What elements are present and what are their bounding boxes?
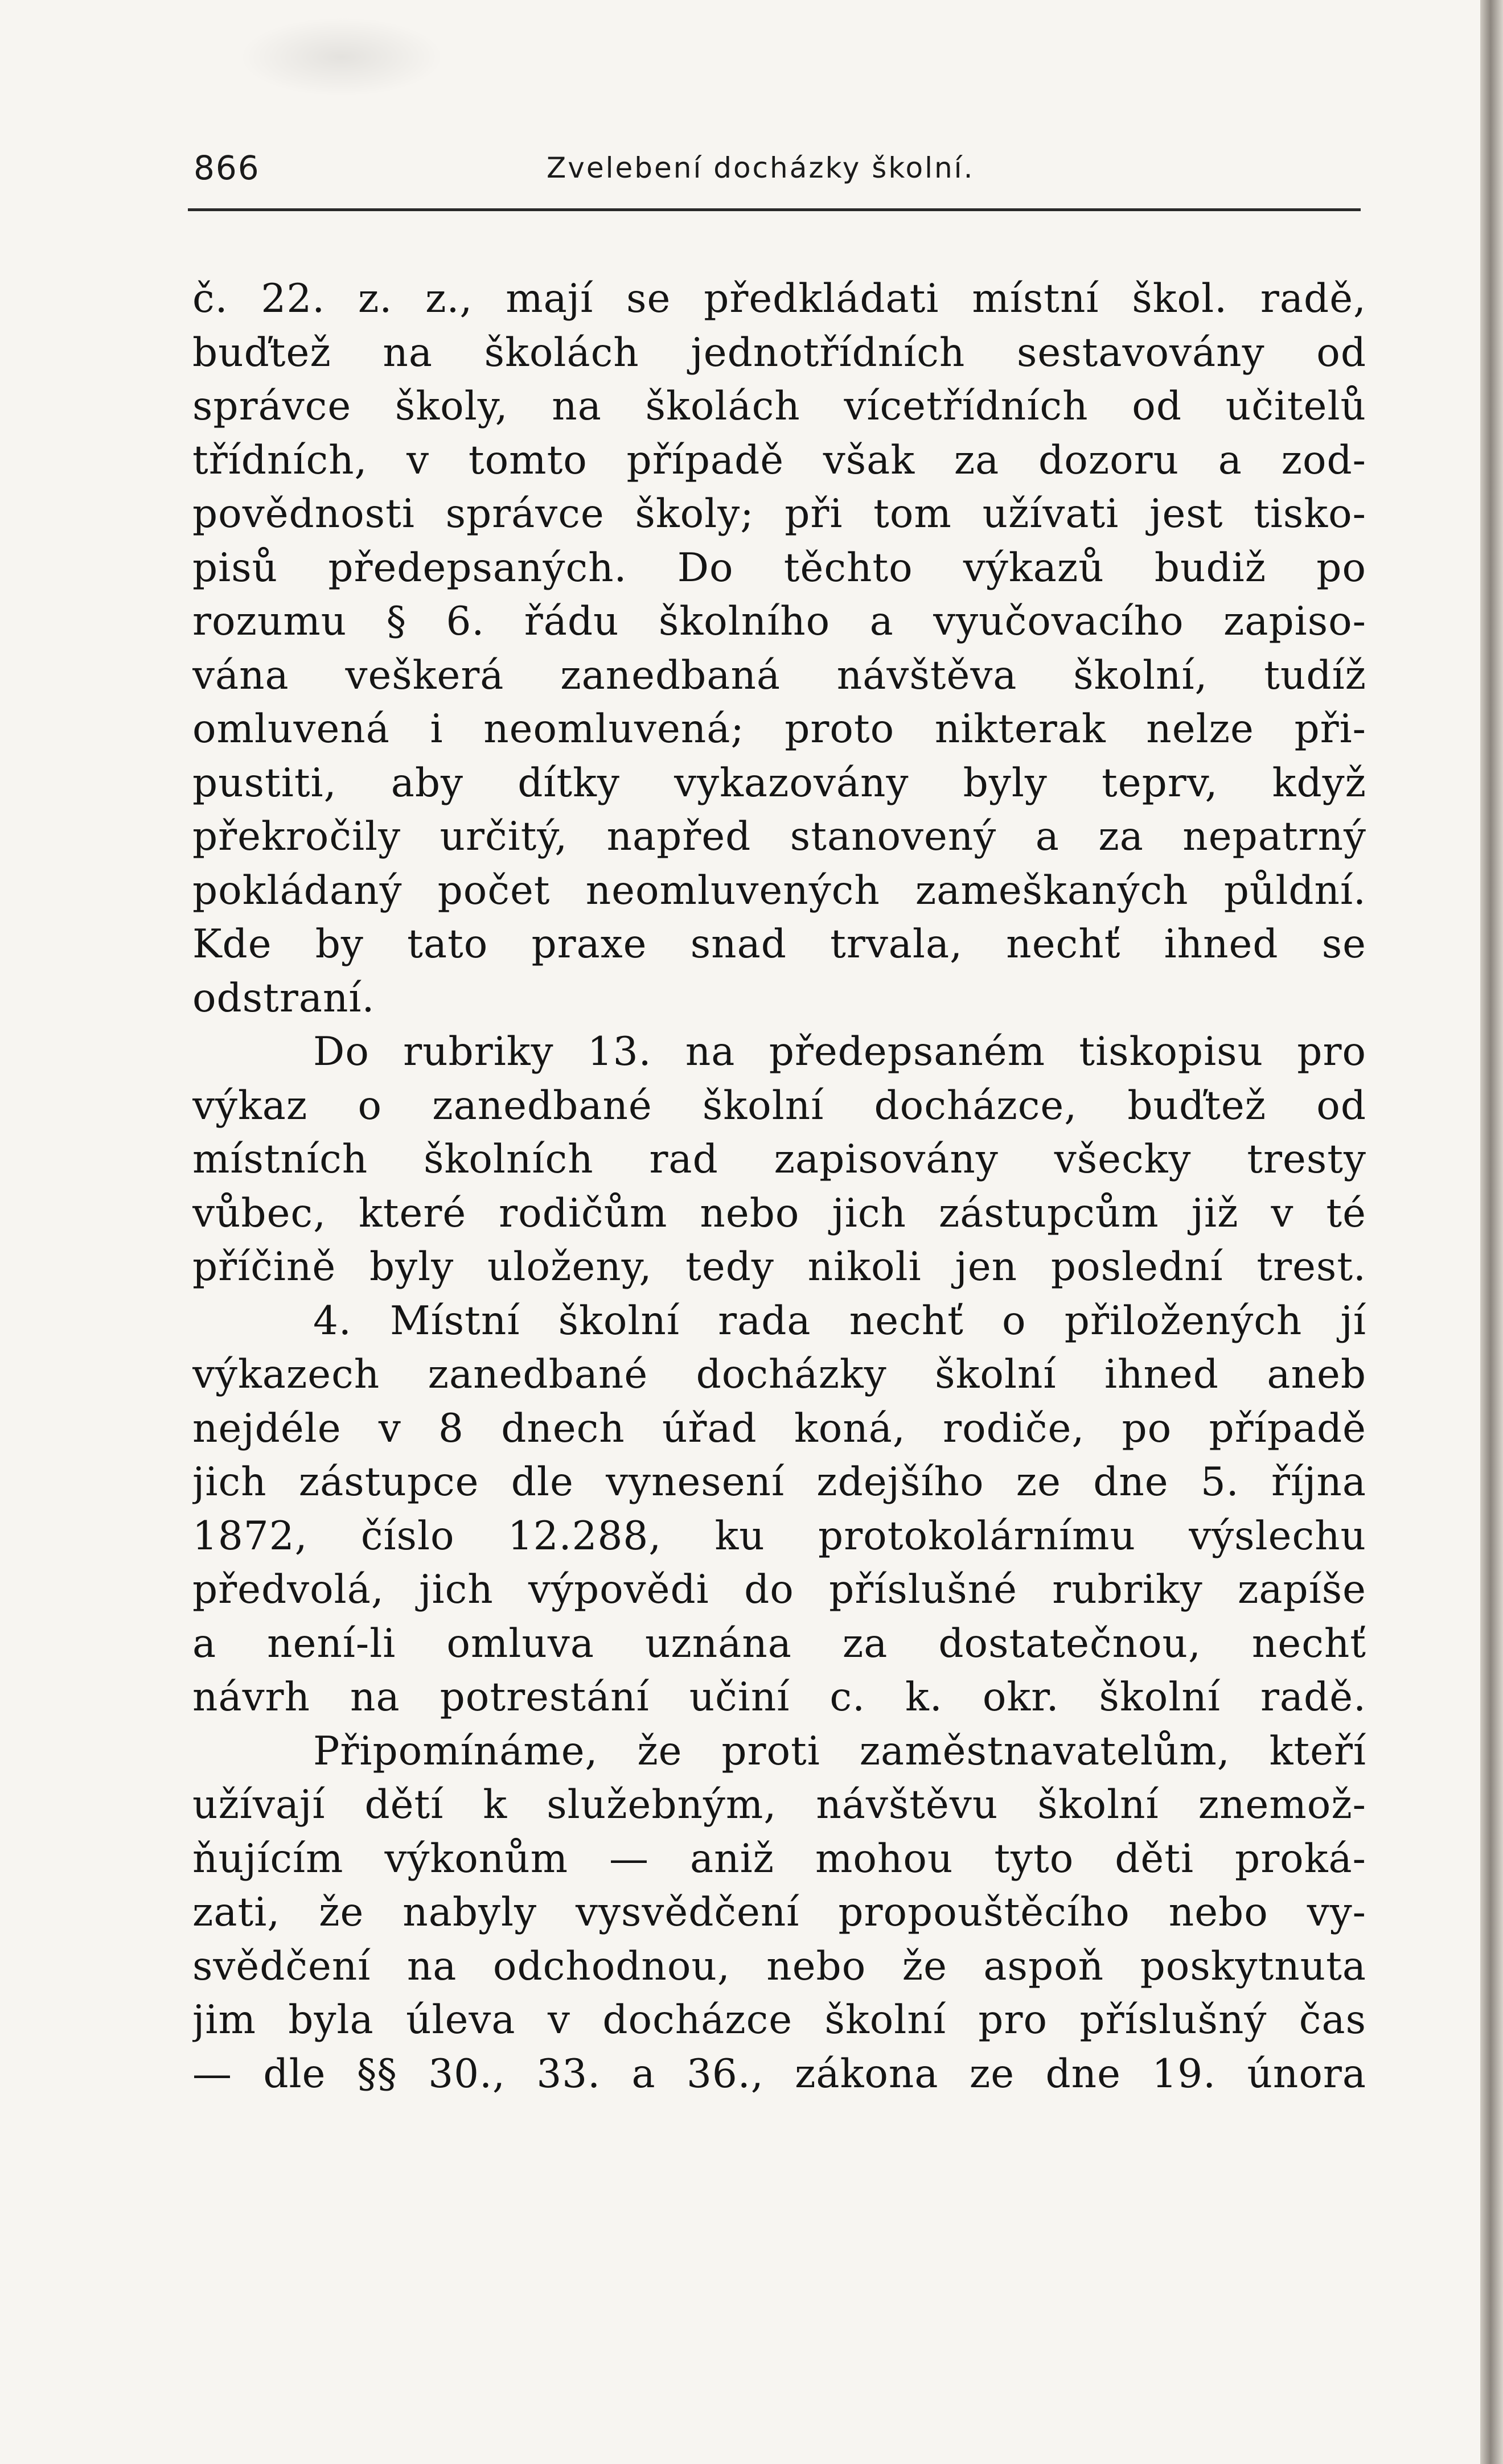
text-line: omluvená i neomluvená; proto nikterak nelze při-: [192, 706, 1366, 752]
text-line: svědčení na odchodnou, nebo že aspoň poskytnuta: [192, 1943, 1366, 1989]
text-line: nejdéle v 8 dnech úřad koná, rodiče, po případě: [192, 1405, 1366, 1451]
page-edge-shadow: [1480, 0, 1503, 2464]
text-line: vána veškerá zanedbaná návštěva školní, tudíž: [192, 652, 1366, 698]
text-line: užívají dětí k služebným, návštěvu školní znemož-: [192, 1782, 1366, 1828]
text-line: předvolá, jich výpovědi do příslušné rubriky zapíše: [192, 1567, 1366, 1612]
body-text: [192, 272, 1366, 2101]
text-line: Připomínáme, že proti zaměstnavatelům, kteří: [313, 1728, 1366, 1774]
running-title: Zvelebení docházky školní.: [547, 151, 975, 184]
text-line: zati, že nabyly vysvědčení propouštěcího nebo vy-: [192, 1890, 1366, 1935]
text-line: pokládaný počet neomluvených zameškaných půldní.: [192, 867, 1366, 914]
text-line: správce školy, na školách vícetřídních od učitelů: [192, 384, 1366, 429]
text-line: povědnosti správce školy; při tom užívati jest tisko-: [192, 491, 1366, 537]
text-line: návrh na potrestání učiní c. k. okr. školní radě.: [192, 1675, 1366, 1720]
page-number: 866: [194, 149, 260, 187]
text-line: vůbec, které rodičům nebo jich zástupcům již v té: [192, 1190, 1366, 1236]
text-line: a není-li omluva uznána za dostatečnou, nechť: [192, 1620, 1366, 1667]
text-line: buďtež na školách jednotřídních sestavovány od: [192, 330, 1366, 376]
text-line: příčině byly uloženy, tedy nikoli jen poslední trest.: [192, 1244, 1366, 1290]
text-line: jim byla úleva v docházce školní pro příslušný čas: [192, 1997, 1366, 2043]
text-line: 4. Místní školní rada nechť o přiložených jí: [313, 1298, 1366, 1344]
text-line: pustiti, aby dítky vykazovány byly teprv, když: [192, 760, 1366, 806]
header-rule: [188, 208, 1361, 211]
text-line: výkazech zanedbané docházky školní ihned aneb: [192, 1352, 1366, 1397]
text-line: rozumu § 6. řádu školního a vyučovacího zapiso-: [192, 599, 1366, 644]
text-line: překročily určitý, napřed stanovený a za nepatrný: [192, 814, 1366, 859]
text-line: č. 22. z. z., mají se předkládati místní škol. radě,: [192, 276, 1366, 322]
text-line: výkaz o zanedbané školní docházce, buďtež od: [192, 1083, 1366, 1129]
text-line: třídních, v tomto případě však za dozoru a zod-: [192, 437, 1366, 483]
text-line: — dle §§ 30., 33. a 36., zákona ze dne 19. února: [192, 2051, 1366, 2097]
text-line: Kde by tato praxe snad trvala, nechť ihned se: [192, 922, 1366, 967]
text-line: pisů předepsaných. Do těchto výkazů budiž po: [192, 545, 1366, 591]
text-line: ňujícím výkonům — aniž mohou tyto děti proká-: [192, 1836, 1366, 1882]
text-line: 1872, číslo 12.288, ku protokolárnímu výslechu: [192, 1513, 1366, 1559]
text-line: místních školních rad zapisovány všecky tresty: [192, 1137, 1366, 1182]
scan-smudge: [239, 17, 444, 97]
text-line: odstraní.: [192, 975, 375, 1021]
page-header: [194, 145, 1366, 191]
text-line: jich zástupce dle vynesení zdejšího ze dne 5. října: [192, 1459, 1366, 1505]
text-line: Do rubriky 13. na předepsaném tiskopisu pro: [313, 1029, 1366, 1075]
